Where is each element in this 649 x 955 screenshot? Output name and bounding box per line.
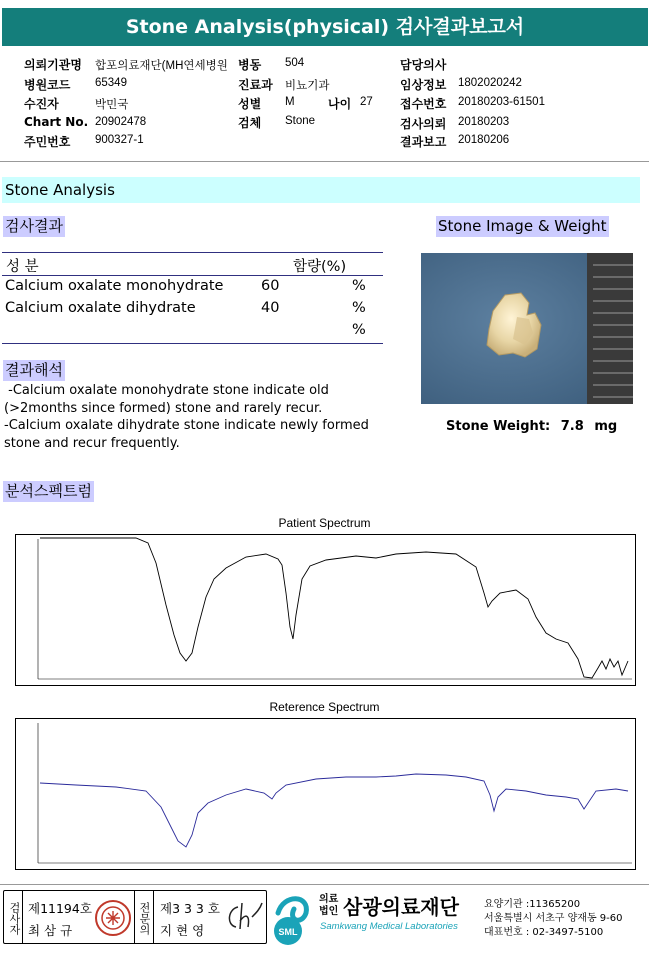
- table-bottom-line: [2, 343, 383, 344]
- chart-no-label: Chart No.: [24, 115, 89, 129]
- report-title: Stone Analysis(physical) 검사결과보고서: [2, 8, 648, 46]
- patient-spectrum-chart: [15, 534, 636, 686]
- patient-value: 박민국: [95, 99, 129, 111]
- stone-photo: [421, 253, 633, 404]
- age-value: 27: [360, 96, 373, 108]
- component-unit: %: [352, 300, 366, 316]
- verifier-label: 검사자: [8, 901, 21, 935]
- reference-spectrum-chart: [15, 718, 636, 870]
- reference-spectrum-line: [40, 774, 628, 847]
- footer: [0, 887, 649, 955]
- specialist-license: 제3 3 3 호: [160, 901, 220, 916]
- logo-mark-text: SML: [278, 927, 298, 937]
- stone-weight-value: 7.8: [560, 419, 584, 434]
- col-content-header: 함량(%): [293, 259, 347, 275]
- verifier-name: 최 삼 규: [28, 923, 73, 938]
- separator: [134, 891, 135, 943]
- stone-weight-unit: mg: [594, 419, 618, 434]
- department-label: 진료과: [238, 78, 273, 92]
- spectrum-heading: 분석스펙트럼: [5, 482, 92, 500]
- age-label: 나이: [328, 97, 352, 111]
- table-top-line: [2, 252, 383, 253]
- id-label: 주민번호: [24, 135, 71, 149]
- stone-image-heading: Stone Image & Weight: [438, 217, 607, 235]
- org-name-en: Samkwang Medical Laboratories: [320, 921, 458, 932]
- ward-value: 504: [285, 57, 305, 69]
- table-header-line: [2, 275, 383, 276]
- org-name: 삼광의료재단: [343, 895, 459, 919]
- address: 서울특별시 서초구 양재동 9-60: [484, 913, 623, 924]
- interpretation-line: -Calcium oxalate dihydrate stone indicate newly formed: [4, 418, 369, 433]
- sex-label: 성별: [238, 97, 262, 111]
- stone-weight: [446, 419, 623, 434]
- separator: [22, 891, 23, 943]
- component-value: 40: [261, 300, 280, 316]
- col-component-header: 성 분: [6, 259, 39, 275]
- result-report-label: 결과보고: [400, 135, 447, 149]
- specimen-value: Stone: [285, 115, 316, 127]
- specialist-name: 지 현 영: [160, 923, 205, 938]
- hospital-code-label: 병원코드: [24, 78, 71, 92]
- institution-value: 합포의료재단(MH연세병원: [95, 60, 228, 72]
- patient-info-block: [0, 52, 649, 158]
- patient-spectrum-line: [40, 538, 628, 678]
- receipt-value: 20180203-61501: [458, 96, 545, 108]
- institution-code: 요양기관 :11365200: [484, 899, 581, 910]
- component-unit: %: [352, 322, 366, 338]
- signature-icon: [222, 899, 264, 935]
- request-value: 20180203: [458, 116, 510, 128]
- verifier-license: 제11194호: [28, 901, 92, 916]
- clinical-value: 1802020242: [458, 77, 522, 89]
- patient-spectrum-plot: [16, 535, 635, 685]
- interpretation-heading: 결과해석: [5, 361, 63, 379]
- id-value: 900327-1: [95, 134, 144, 146]
- reference-spectrum-plot: [16, 719, 635, 869]
- sml-logo-icon: [270, 891, 316, 947]
- ward-label: 병동: [238, 58, 262, 72]
- institution-label: 의뢰기관명: [24, 58, 82, 72]
- seal-icon: [94, 899, 132, 937]
- request-label: 검사의뢰: [400, 117, 447, 131]
- interpretation-line: -Calcium oxalate monohydrate stone indicate old: [4, 383, 329, 398]
- phone: 대표번호 : 02-3497-5100: [484, 927, 604, 938]
- reference-spectrum-title: Reterence Spectrum: [269, 700, 380, 714]
- results-heading: 검사결과: [5, 217, 63, 235]
- footer-divider: [0, 884, 649, 885]
- org-type: 의료법인: [319, 894, 339, 917]
- component-name: Calcium oxalate dihydrate: [5, 300, 196, 316]
- interpretation-line: stone and recur frequently.: [4, 435, 180, 451]
- divider: [0, 161, 649, 162]
- component-unit: %: [352, 278, 366, 294]
- chart-no-value: 20902478: [95, 116, 147, 128]
- signature-box: [3, 890, 267, 944]
- stone-photo-drawing: [421, 253, 633, 404]
- clinical-label: 임상정보: [400, 78, 447, 92]
- specimen-label: 검체: [238, 116, 262, 130]
- department-value: 비뇨기과: [285, 80, 330, 92]
- patient-label: 수진자: [24, 97, 59, 111]
- receipt-label: 접수번호: [400, 97, 447, 111]
- specialist-label: 전문의: [138, 901, 151, 935]
- patient-spectrum-title: Patient Spectrum: [278, 516, 371, 530]
- section-title: Stone Analysis: [2, 177, 640, 203]
- doctor-label: 담당의사: [400, 58, 447, 72]
- interpretation-text: [4, 382, 384, 452]
- result-report-value: 20180206: [458, 134, 510, 146]
- component-name: Calcium oxalate monohydrate: [5, 278, 224, 294]
- component-value: 60: [261, 278, 280, 294]
- stone-weight-label: Stone Weight:: [446, 419, 551, 434]
- interpretation-line: (>2months since formed) stone and rarely recur.: [4, 400, 323, 416]
- sex-value: M: [285, 96, 295, 108]
- hospital-code-value: 65349: [95, 77, 127, 89]
- separator: [153, 891, 154, 943]
